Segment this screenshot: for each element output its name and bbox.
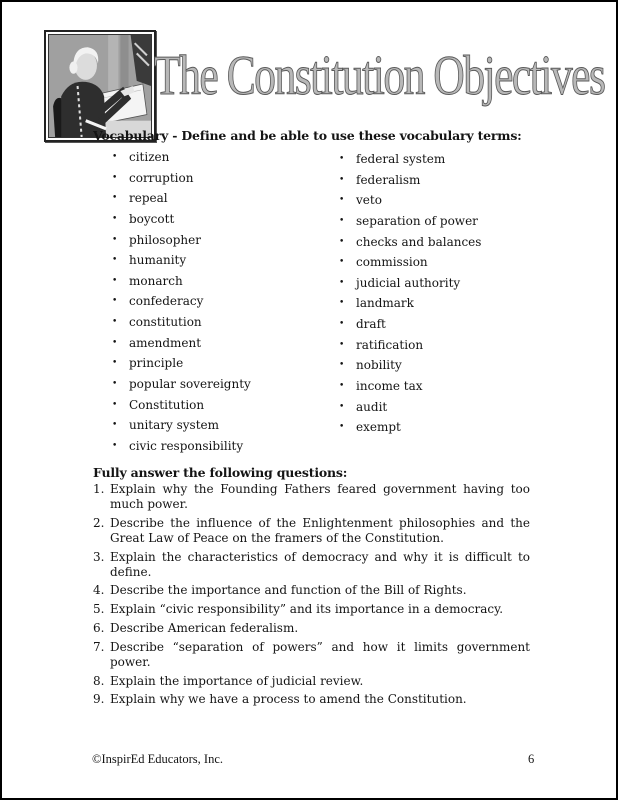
bullet-icon: •: [112, 358, 118, 369]
vocab-term: • ratification: [339, 335, 481, 356]
question-text: Explain why we have a process to amend the Constitution.: [110, 692, 467, 707]
vocab-term: • boycott: [112, 209, 251, 230]
vocab-term: • monarch: [112, 271, 251, 292]
question-item: [93, 621, 530, 636]
vocab-term: • confederacy: [112, 291, 251, 312]
question-number: 3.: [93, 549, 105, 564]
vocab-term: • separation of power: [339, 211, 481, 232]
question-number: 8.: [93, 673, 105, 688]
question-number: 9.: [93, 692, 105, 707]
question-text: Explain “civic responsibility” and its importance in a democracy.: [110, 602, 504, 617]
bullet-icon: •: [112, 337, 118, 348]
vocab-term: • amendment: [112, 333, 251, 354]
question-item: [93, 692, 530, 707]
question-number: 6.: [93, 620, 105, 635]
colonial-figure-portrait-icon: [48, 34, 152, 138]
vocab-term: • civic responsibility: [112, 436, 251, 457]
bullet-icon: •: [112, 420, 118, 431]
bullet-icon: •: [339, 339, 345, 350]
vocabulary-heading: Vocabulary - Define and be able to use these vocabulary terms:: [93, 128, 522, 143]
question-text: Explain the characteristics of democracy and why it is difficult to define.: [110, 549, 530, 579]
question-item: [93, 482, 530, 512]
bullet-icon: •: [112, 193, 118, 204]
question-number: 4.: [93, 583, 105, 598]
question-item: [93, 516, 530, 546]
bullet-icon: •: [112, 440, 118, 451]
bullet-icon: •: [339, 277, 345, 288]
vocab-term: • judicial authority: [339, 273, 481, 294]
vocab-term: • repeal: [112, 188, 251, 209]
bullet-icon: •: [112, 296, 118, 307]
vocab-term: • unitary system: [112, 415, 251, 436]
vocab-term: • veto: [339, 190, 481, 211]
page-title: The Constitution Objectives: [154, 45, 605, 107]
bullet-icon: •: [339, 319, 345, 330]
vocab-term: • corruption: [112, 168, 251, 189]
bullet-icon: •: [339, 174, 345, 185]
question-text: Explain the importance of judicial review.: [110, 673, 364, 688]
bullet-icon: •: [112, 213, 118, 224]
bullet-icon: •: [339, 195, 345, 206]
vocab-term: • income tax: [339, 376, 481, 397]
bullet-icon: •: [339, 154, 345, 164]
bullet-icon: •: [112, 172, 118, 183]
question-number: 5.: [93, 602, 105, 617]
vocab-term: • philosopher: [112, 230, 251, 251]
bullet-icon: •: [339, 257, 345, 268]
question-text: Explain why the Founding Fathers feared government having too much power.: [110, 482, 530, 511]
vocab-term: • popular sovereignty: [112, 374, 251, 395]
bullet-icon: •: [112, 234, 118, 245]
bullet-icon: •: [339, 298, 345, 309]
bullet-icon: •: [112, 255, 118, 266]
page-number: 6: [528, 752, 535, 766]
question-number: 7.: [93, 639, 105, 654]
question-item: [93, 674, 530, 689]
vocab-term: • principle: [112, 353, 251, 374]
question-item: [93, 583, 530, 598]
bullet-icon: •: [339, 381, 345, 392]
vocab-term: • humanity: [112, 250, 251, 271]
bullet-icon: •: [112, 152, 118, 162]
bullet-icon: •: [339, 236, 345, 247]
copyright-footer: ©InspirEd Educators, Inc.: [92, 752, 223, 766]
vocab-term: • citizen: [112, 147, 251, 168]
header-portrait-image: [44, 30, 156, 142]
vocab-term: • audit: [339, 397, 481, 418]
question-item: [93, 550, 530, 580]
bullet-icon: •: [112, 399, 118, 410]
question-text: Describe the influence of the Enlightenment philosophies and the Great Law of Peace on the framers of the Constitution.: [110, 515, 530, 545]
bullet-icon: •: [339, 401, 345, 412]
question-text: Describe “separation of powers” and how it limits government power.: [110, 639, 530, 669]
vocabulary-list-column-2: [339, 149, 481, 438]
vocab-term: • exempt: [339, 417, 481, 438]
vocab-term: • checks and balances: [339, 232, 481, 253]
vocab-term: • Constitution: [112, 395, 251, 416]
question-item: [93, 602, 530, 617]
bullet-icon: •: [112, 275, 118, 286]
questions-list: [93, 482, 530, 711]
vocab-term: • draft: [339, 314, 481, 335]
vocab-term: • landmark: [339, 293, 481, 314]
vocab-term: • federal system: [339, 149, 481, 170]
bullet-icon: •: [112, 379, 118, 390]
question-item: [93, 640, 530, 670]
question-number: 2.: [93, 515, 105, 530]
bullet-icon: •: [339, 422, 345, 433]
questions-heading: Fully answer the following questions:: [93, 465, 348, 480]
question-number: 1.: [93, 482, 105, 496]
bullet-icon: •: [112, 317, 118, 328]
bullet-icon: •: [339, 360, 345, 371]
vocab-term: • federalism: [339, 170, 481, 191]
question-text: Describe American federalism.: [110, 620, 299, 635]
bullet-icon: •: [339, 215, 345, 226]
vocabulary-list-column-1: [112, 147, 251, 457]
vocab-term: • constitution: [112, 312, 251, 333]
vocab-term: • commission: [339, 252, 481, 273]
vocab-term: • nobility: [339, 355, 481, 376]
question-text: Describe the importance and function of the Bill of Rights.: [110, 583, 467, 598]
